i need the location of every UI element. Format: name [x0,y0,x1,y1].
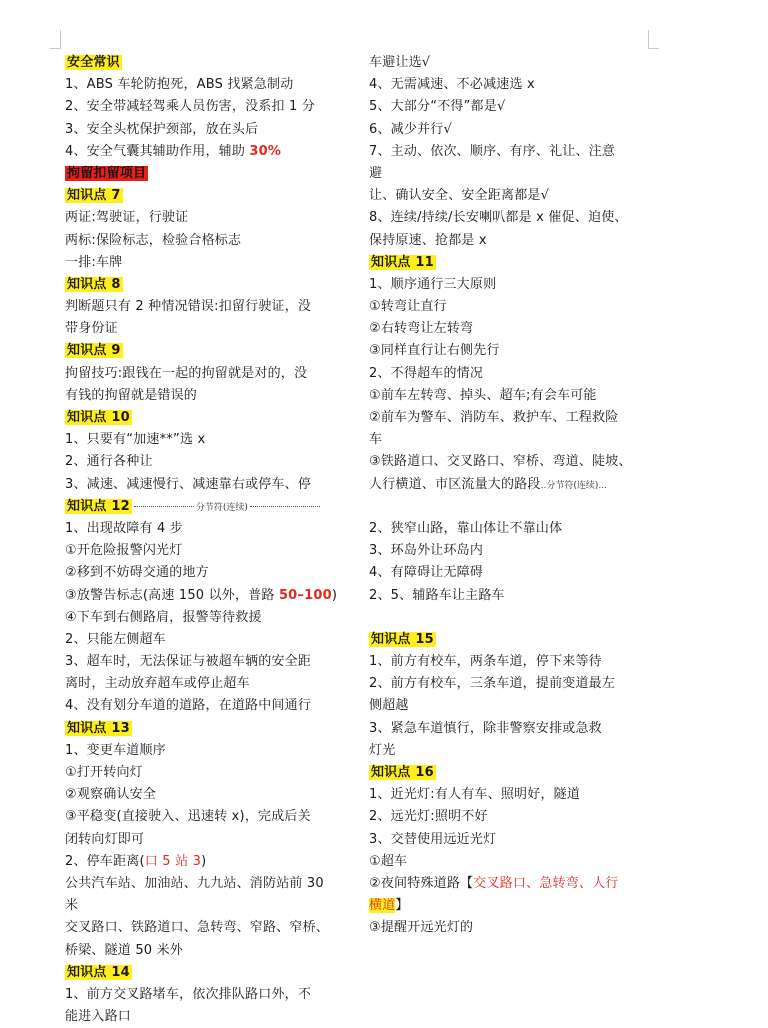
text-line: 1、变更车道顺序 [65,742,166,758]
text-line: 桥梁、隧道 50 米外 [65,942,184,958]
section-title-k15: 知识点 15 [371,631,434,647]
text-line: 能进入路口 [65,1009,132,1025]
text-line: 5、大部分“不得”都是√ [369,99,506,115]
section-title-safety: 安全常识 [67,55,120,70]
text-line: 1、ABS 车轮防抱死，ABS 找紧急制动 [65,77,294,93]
section-break-label: ..分节符(连续)... [540,480,607,491]
text-line: 横道】 [369,898,409,914]
text-line: ②观察确认安全 [65,787,157,803]
text-line: 2、前方有校车，三条车道，提前变道最左 [369,676,616,692]
text-line: 1、只要有“加速**”选 x [65,432,206,448]
text-line: 3、安全头枕保护颈部，放在头后 [65,121,259,137]
blank-line [369,607,664,629]
text-line: ①超车 [369,853,408,869]
text-line: 4、安全气囊其辅助作用，辅助 30% [65,143,282,159]
text-line: 侧超越 [369,698,409,714]
text-line: 1、前方有校车，两条车道，停下来等待 [369,654,602,670]
text-line: 有钱的拘留就是错误的 [65,387,198,403]
text-line: 2、远光灯:照明不好 [369,809,488,825]
section-break-dots [250,505,320,507]
text-line: 3、紧急车道慎行，除非警察安排或急救 [369,720,602,736]
text-line: 2、只能左侧超车 [65,631,166,647]
blank-line [369,496,664,518]
text-line: 离时，主动放弃超车或停止超车 [65,676,250,692]
text-line: 2、不得超车的情况 [369,365,484,381]
text-line: ②右转弯让左转弯 [369,321,474,337]
section-break-label: 分节符(连续) [195,502,248,513]
text-line: 车 [369,432,383,448]
highlight-mnemonic: 口 5 站 3 [144,853,202,869]
text-line: ③同样直行让右侧先行 [369,343,500,359]
text-line: 车避让选√ [369,55,431,70]
text-line: 2、停车距离(口 5 站 3) [65,853,207,869]
text-line: ③铁路道口、交叉路口、窄桥、弯道、陡坡、 [369,454,632,470]
text-line: ①打开转向灯 [65,765,143,780]
highlight-distance: 50–100 [278,587,332,603]
text-line: 8、连续/持续/长安喇叭都是 x 催促、迫使、 [369,210,628,226]
text-line: 一排:车牌 [65,254,123,270]
left-column [65,52,350,1028]
right-column [369,52,664,940]
text-line: 判断题只有 2 种情况错误:扣留行驶证，没 [65,299,312,315]
text-line: ③放警告标志(高速 150 以外，普路 50–100) [65,587,338,603]
section-break-dots [134,505,194,507]
text-line: 人行横道、市区流量大的路段..分节符(连续)... [369,476,607,492]
text-line: 3、环岛外让环岛内 [369,543,484,559]
section-title-k11: 知识点 11 [371,254,434,270]
text-line: 3、超车时，无法保证与被超车辆的安全距 [65,654,312,670]
section-title-k8: 知识点 8 [67,276,121,292]
text-line: 3、交替使用远近光灯 [369,831,497,847]
section-title-detain: 拘留扣留项目 [67,165,147,181]
text-line: ③平稳变(直接驶入、迅速转 x)，完成后关 [65,809,311,825]
text-line: 2、通行各种让 [65,454,153,470]
text-line: 4、没有划分车道的道路，在道路中间通行 [65,698,312,714]
text-line: 交叉路口、铁路道口、急转弯、窄路、窄桥、 [65,920,330,936]
text-line: 1、近光灯:有人有车、照明好，隧道 [369,787,581,803]
text-line: ②移到不妨碍交通的地方 [65,565,209,581]
text-line: 7、主动、依次、顺序、有序、礼让、注意 [369,143,616,159]
page-corner-mark-right [648,30,659,49]
section-title-k10: 知识点 10 [67,410,130,425]
text-line: 让、确认安全、安全距离都是√ [369,188,550,204]
highlight-percent: 30% [249,143,282,159]
text-line: 2、安全带减轻驾乘人员伤害，没系扣 1 分 [65,99,316,115]
text-line: 2、狭窄山路，靠山体让不靠山体 [369,520,563,536]
text-line: 公共汽车站、加油站、九九站、消防站前 30 [65,875,324,891]
text-line: ②前车为警车、消防车、救护车、工程救险 [369,410,619,425]
section-title-k16: 知识点 16 [371,765,434,780]
text-line: ①前车左转弯、掉头、超车;有会车可能 [369,387,597,403]
text-line: 避 [369,165,383,181]
text-line: 带身份证 [65,321,118,337]
text-line: ②夜间特殊道路【交叉路口、急转弯、人行 [369,875,619,891]
text-line: ①开危险报警闪光灯 [65,543,183,559]
text-line: ④下车到右侧路肩，报警等待救援 [65,609,262,625]
text-line: 两标:保险标志，检验合格标志 [65,232,242,248]
text-line: 灯光 [369,742,396,758]
text-line: 4、无需减速、不必减速选 x [369,77,535,93]
section-title-k9: 知识点 9 [67,343,121,359]
text-line: 闭转向灯即可 [65,831,145,847]
text-line: 两证:驾驶证，行驶证 [65,210,189,226]
highlight-special-roads: 横道 [369,898,396,914]
text-line: 6、减少并行√ [369,121,452,137]
text-line: 1、出现故障有 4 步 [65,520,184,536]
page-corner-mark-left [50,30,61,49]
text-line: 3、减速、减速慢行、减速靠右或停车、停 [65,476,312,492]
text-line: 米 [65,898,79,914]
text-line: 4、有障碍让无障碍 [369,565,484,581]
text-line: 保持原速、抢都是 x [369,232,487,248]
highlight-special-roads: 交叉路口、急转弯、人行 [473,875,619,891]
section-title-k13: 知识点 13 [67,720,130,736]
section-title-k12: 知识点 12 [67,498,130,514]
text-line: 2、5、辅路车让主路车 [369,587,505,603]
text-line: 拘留技巧:跟钱在一起的拘留就是对的，没 [65,365,308,381]
text-line: ①转弯让直行 [369,299,447,315]
section-title-k14: 知识点 14 [67,964,130,980]
section-title-k7: 知识点 7 [67,188,121,204]
text-line: 1、顺序通行三大原则 [369,276,497,292]
text-line: 1、前方交叉路堵车，依次排队路口外，不 [65,986,312,1002]
text-line: ③提醒开远光灯的 [369,920,474,936]
